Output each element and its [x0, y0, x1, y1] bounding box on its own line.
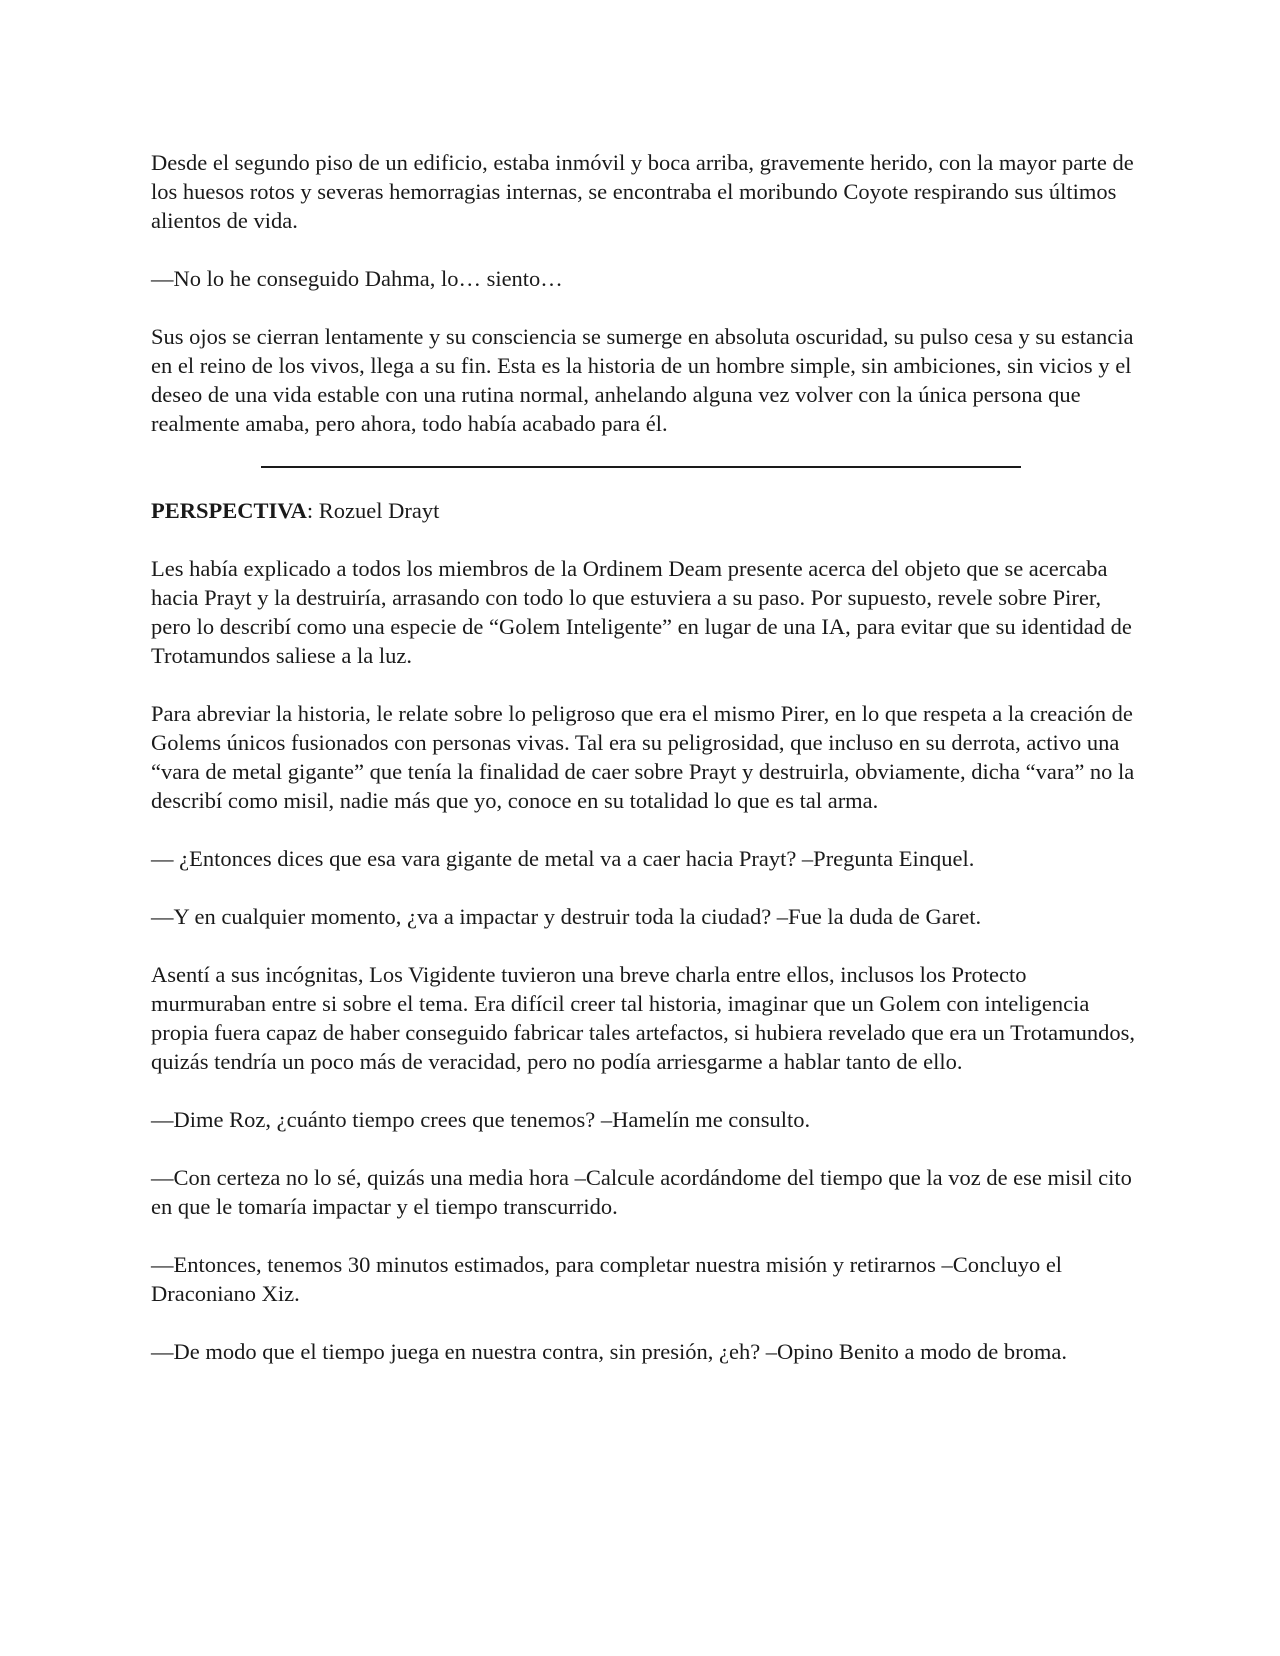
dialogue-hamelin: —Dime Roz, ¿cuánto tiempo crees que tenemos? –Hamelín me consulto.	[151, 1107, 811, 1132]
dialogue-roz: —Con certeza no lo sé, quizás una media hora –Calcule acordándome del tiempo que la voz de ese misil cito en que le tomaría impactar y el tiempo transcurrido.	[151, 1165, 1132, 1219]
dialogue-xiz: —Entonces, tenemos 30 minutos estimados, para completar nuestra misión y retirarnos –Concluyo el Draconiano Xiz.	[151, 1252, 1063, 1306]
perspective-heading	[151, 496, 1141, 525]
paragraph-intro-3: Sus ojos se cierran lentamente y su consciencia se sumerge en absoluta oscuridad, su pulso cesa y su estancia en el reino de los vivos, llega a su fin. Esta es la historia de un hombre simple, sin ambiciones, sin vicios y el deseo de una vida estable con una rutina normal, anhelando alguna vez volver con la única persona que realmente amaba, pero ahora, todo había acabado para él.	[151, 324, 1134, 436]
document-page	[151, 148, 1141, 1395]
perspective-separator: :	[306, 498, 319, 523]
paragraph-intro-dialogue: —No lo he conseguido Dahma, lo… siento…	[151, 266, 563, 291]
dialogue-benito: —De modo que el tiempo juega en nuestra contra, sin presión, ¿eh? –Opino Benito a modo de broma.	[151, 1339, 1068, 1364]
paragraph-main-2: Para abreviar la historia, le relate sobre lo peligroso que era el mismo Pirer, en lo que respeta a la creación de Golems únicos fusionados con personas vivas. Tal era su peligrosidad, que incluso en su derrota, activo una “vara de metal gigante” que tenía la finalidad de caer sobre Prayt y destruirla, obviamente, dicha “vara” no la describí como misil, nadie más que yo, conoce en su totalidad lo que es tal arma.	[151, 701, 1135, 813]
dialogue-garet: —Y en cualquier momento, ¿va a impactar y destruir toda la ciudad? –Fue la duda de Garet.	[151, 904, 982, 929]
perspective-name: Rozuel Drayt	[318, 498, 440, 523]
perspective-label: PERSPECTIVA	[151, 498, 307, 523]
section-divider	[261, 466, 1021, 468]
paragraph-intro-1: Desde el segundo piso de un edificio, estaba inmóvil y boca arriba, gravemente herido, con la mayor parte de los huesos rotos y severas hemorragias internas, se encontraba el moribundo Coyote respirando sus últimos alientos de vida.	[151, 150, 1134, 233]
paragraph-main-1: Les había explicado a todos los miembros de la Ordinem Deam presente acerca del objeto que se acercaba hacia Prayt y la destruiría, arrasando con todo lo que estuviera a su paso. Por supuesto, revele sobre Pirer, pero lo describí como una especie de “Golem Inteligente” en lugar de una IA, para evitar que su identidad de Trotamundos saliese a la luz.	[151, 556, 1132, 668]
dialogue-einquel: — ¿Entonces dices que esa vara gigante de metal va a caer hacia Prayt? –Pregunta Einquel.	[151, 846, 975, 871]
paragraph-main-5: Asentí a sus incógnitas, Los Vigidente tuvieron una breve charla entre ellos, inclusos los Protecto murmuraban entre si sobre el tema. Era difícil creer tal historia, imaginar que un Golem con inteligencia propia fuera capaz de haber conseguido fabricar tales artefactos, si hubiera revelado que era un Trotamundos, quizás tendría un poco más de veracidad, pero no podía arriesgarme a hablar tanto de ello.	[151, 962, 1135, 1074]
